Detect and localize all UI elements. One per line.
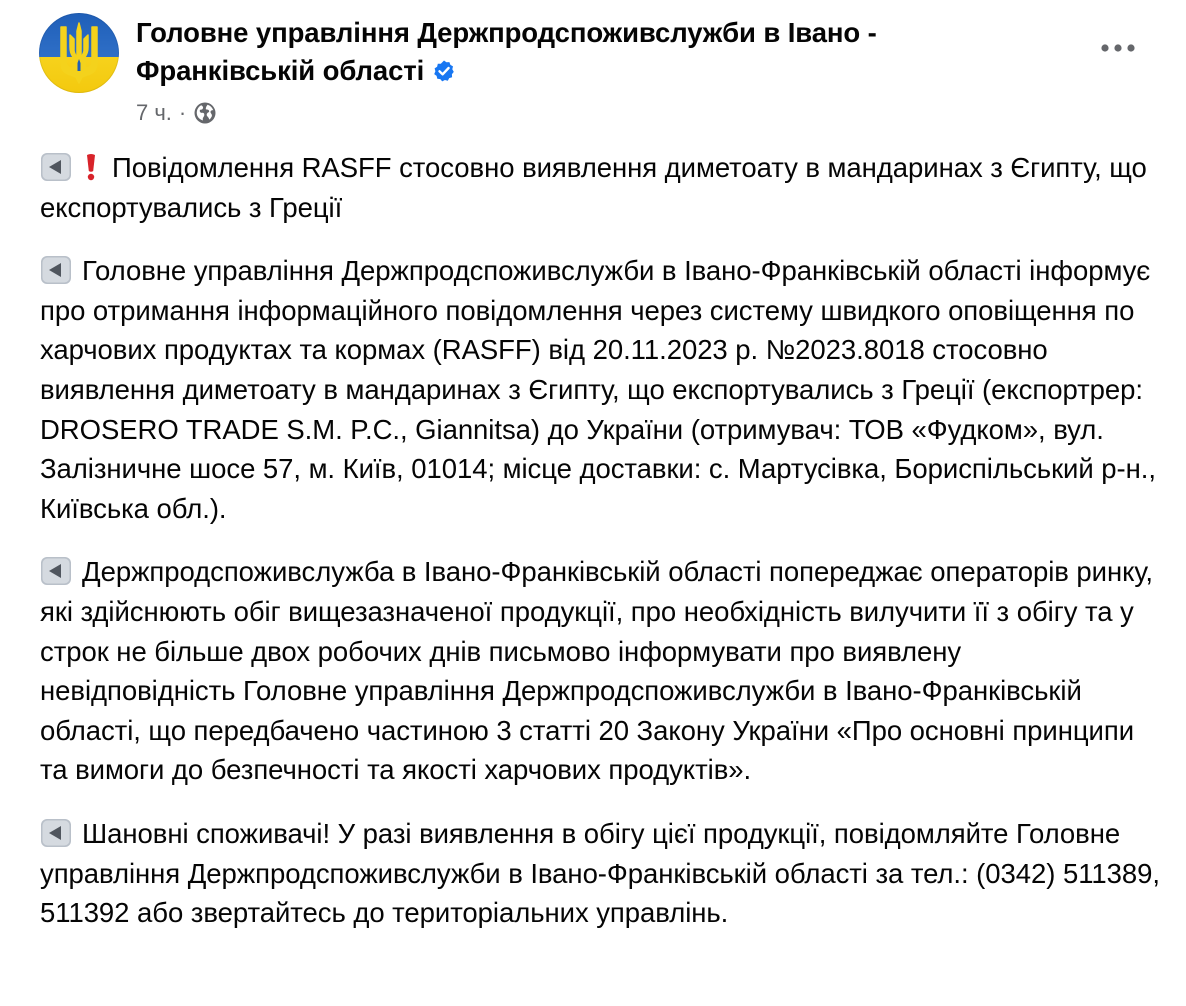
page-avatar[interactable] xyxy=(39,13,119,93)
post-meta xyxy=(136,98,217,128)
post-header xyxy=(0,0,1186,140)
page-name-text[interactable]: Головне управління Держпродспоживслужби в Івано - Франківській області xyxy=(136,17,877,86)
more-options-icon xyxy=(1100,43,1136,53)
page-name[interactable] xyxy=(136,14,1016,90)
paragraph-text-3: Держпродспоживслужба в Івано-Франківській області попереджає операторів ринку, які здійснюють обіг вищезазначеної продукції, про необхідність вилучити її з обігу та у строк не більше двох робочих днів письмово інформувати про виявлену невідповідність Головне управління Держпродспоживслужби в Івано-Франківській області, що передбачено частиною 3 статті 20 Закону України «Про основні принципи та вимоги до безпечності та якості харчових продуктів». xyxy=(40,556,1153,786)
paragraph-text-1: Повідомлення RASFF стосовно виявлення диметоату в мандаринах з Єгипту, що експортувались з Греції xyxy=(40,152,1147,223)
post-body xyxy=(40,148,1160,957)
verified-badge-icon xyxy=(432,59,456,83)
globe-icon[interactable] xyxy=(193,101,217,125)
red-exclamation-emoji-icon xyxy=(82,152,100,182)
post-timestamp[interactable]: 7 ч. xyxy=(136,100,172,125)
post-paragraph-2 xyxy=(40,251,1160,528)
left-arrow-button-emoji-icon xyxy=(40,255,72,285)
meta-separator: · xyxy=(178,100,187,125)
left-arrow-button-emoji-icon xyxy=(40,152,72,182)
post-paragraph-3 xyxy=(40,552,1160,790)
more-options-button[interactable] xyxy=(1094,30,1142,66)
left-arrow-button-emoji-icon xyxy=(40,556,72,586)
ukraine-trident-avatar-icon xyxy=(39,13,119,93)
post-paragraph-1 xyxy=(40,148,1160,227)
paragraph-text-2: Головне управління Держпродспоживслужби в Івано-Франківській області інформує про отримання інформаційного повідомлення через систему швидкого оповіщення по харчових продуктах та кормах (RASFF) від 20.11.2023 р. №2023.8018 стосовно виявлення диметоату в мандаринах з Єгипту, що експортувались з Греції (експортрер: DROSERO TRADE S.M. P.C., Giannitsa) до України (отримувач: ТОВ «Фудком», вул. Залізничне шосе 57, м. Київ, 01014; місце доставки: с. Мартусівка, Бориспільський р-н., Київська обл.). xyxy=(40,255,1156,524)
left-arrow-button-emoji-icon xyxy=(40,818,72,848)
paragraph-text-4: Шановні споживачі! У разі виявлення в обігу цієї продукції, повідомляйте Головне управління Держпродспоживслужби в Івано-Франківській області за тел.: (0342) 511389, 511392 або звертайтесь до територіальних управлінь. xyxy=(40,817,1160,929)
post-paragraph-4 xyxy=(40,814,1160,933)
